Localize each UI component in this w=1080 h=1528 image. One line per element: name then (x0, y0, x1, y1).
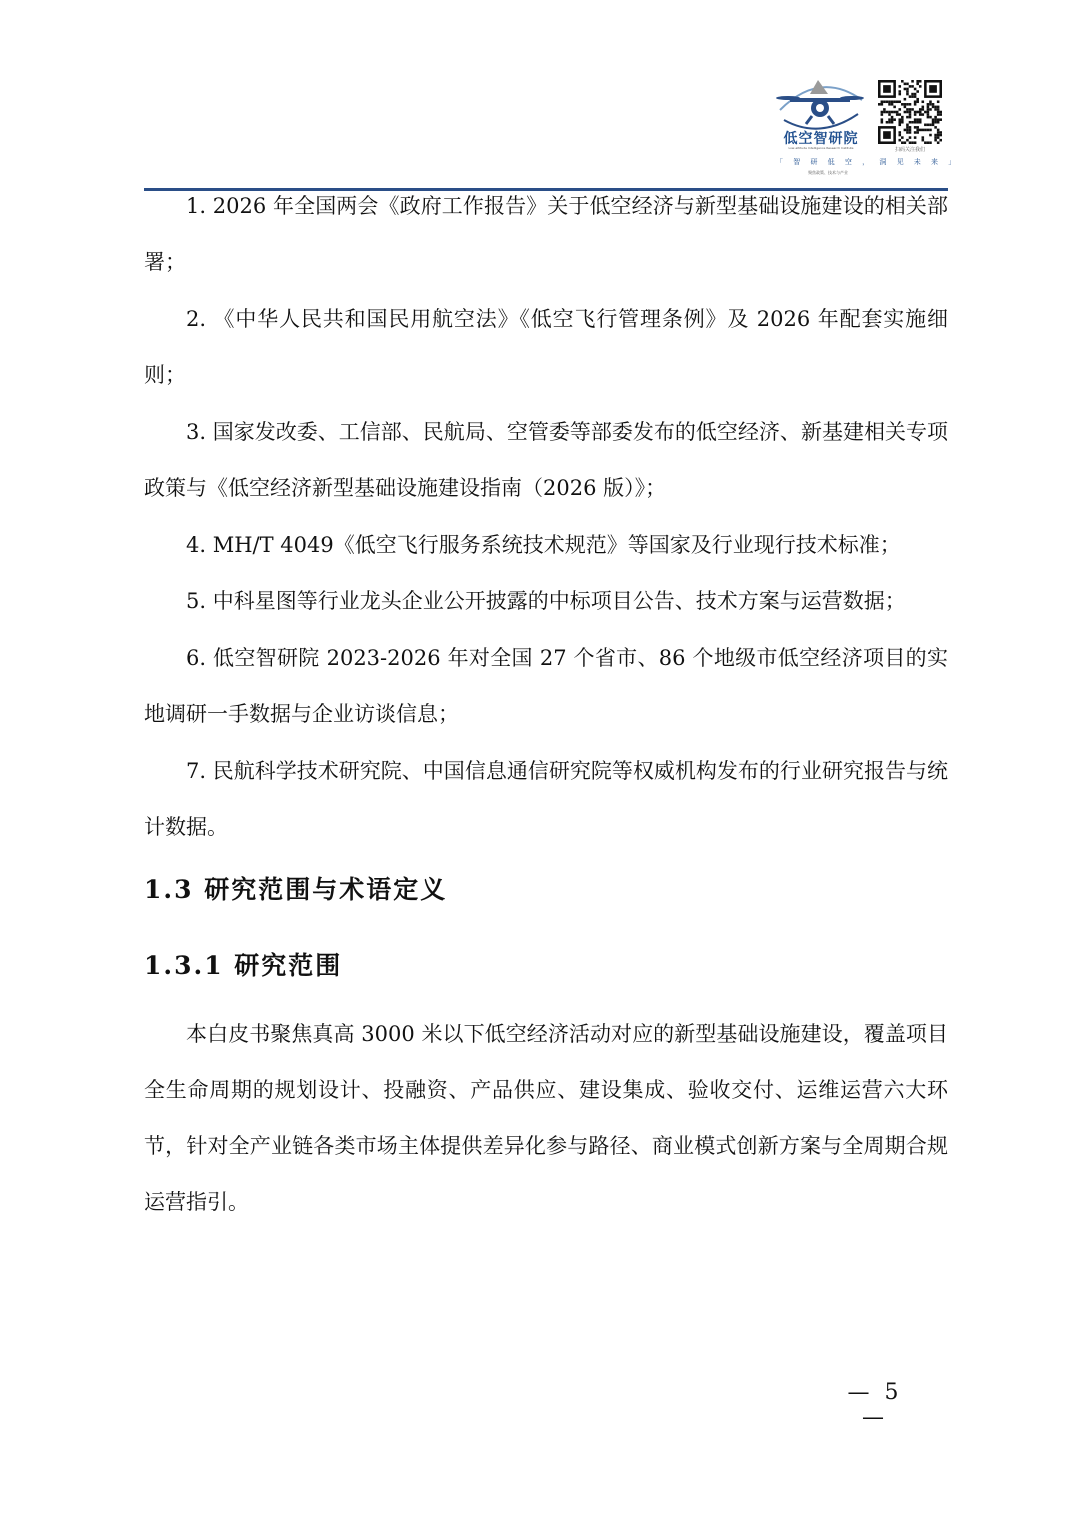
page-number: — 5 — (847, 1380, 903, 1430)
list-item-4: 4. MH/T 4049《低空飞行服务系统技术规范》等国家及行业现行技术标准； (186, 533, 901, 557)
scope-paragraph: 本白皮书聚焦真高 3000 米以下低空经济活动对应的新型基础设施建设，覆盖项目全生命周期的规划设计、投融资、产品供应、建设集成、验收交付、运维运营六大环节，针对全产业链各类市场主体提供差异化参与路径、商业模式创新方案与全周期合规运营指引。 (144, 1022, 948, 1214)
list-item-6: 6. 低空智研院 2023-2026 年对全国 27 个省市、86 个地级市低空经济项目的实地调研一手数据与企业访谈信息； (144, 646, 948, 726)
section-heading-1-3-1: 1.3.1 研究范围 (144, 951, 343, 980)
list-item-2: 2. 《中华人民共和国民用航空法》《低空飞行管理条例》及 2026 年配套实施细则； (144, 307, 948, 387)
org-tagline: 聚焦政策、技术与产业 (808, 170, 848, 175)
section-heading-1-3: 1.3 研究范围与术语定义 (144, 875, 448, 904)
list-item-3: 3. 国家发改委、工信部、民航局、空管委等部委发布的低空经济、新基建相关专项政策与《低空经济新型基础设施建设指南（2026 版）》； (144, 420, 948, 500)
qr-caption: 扫码关注我们 (894, 147, 925, 153)
list-item-1: 1. 2026 年全国两会《政府工作报告》关于低空经济与新型基础设施建设的相关部署； (144, 194, 948, 274)
page-header (0, 0, 1080, 200)
qr-code-icon (878, 80, 942, 144)
drone-logo-icon (770, 70, 870, 170)
org-name: 低空智研院 (783, 131, 859, 147)
list-item-5: 5. 中科星图等行业龙头企业公开披露的中标项目公告、技术方案与运营数据； (186, 589, 906, 613)
list-item-7: 7. 民航科学技术研究院、中国信息通信研究院等权威机构发布的行业研究报告与统计数据。 (144, 759, 948, 839)
org-slogan: 「 智 研 低 空 ， 洞 见 未 来 」 (776, 158, 960, 166)
org-subtitle: Low-altitude Intelligence Research Institute (788, 146, 854, 150)
